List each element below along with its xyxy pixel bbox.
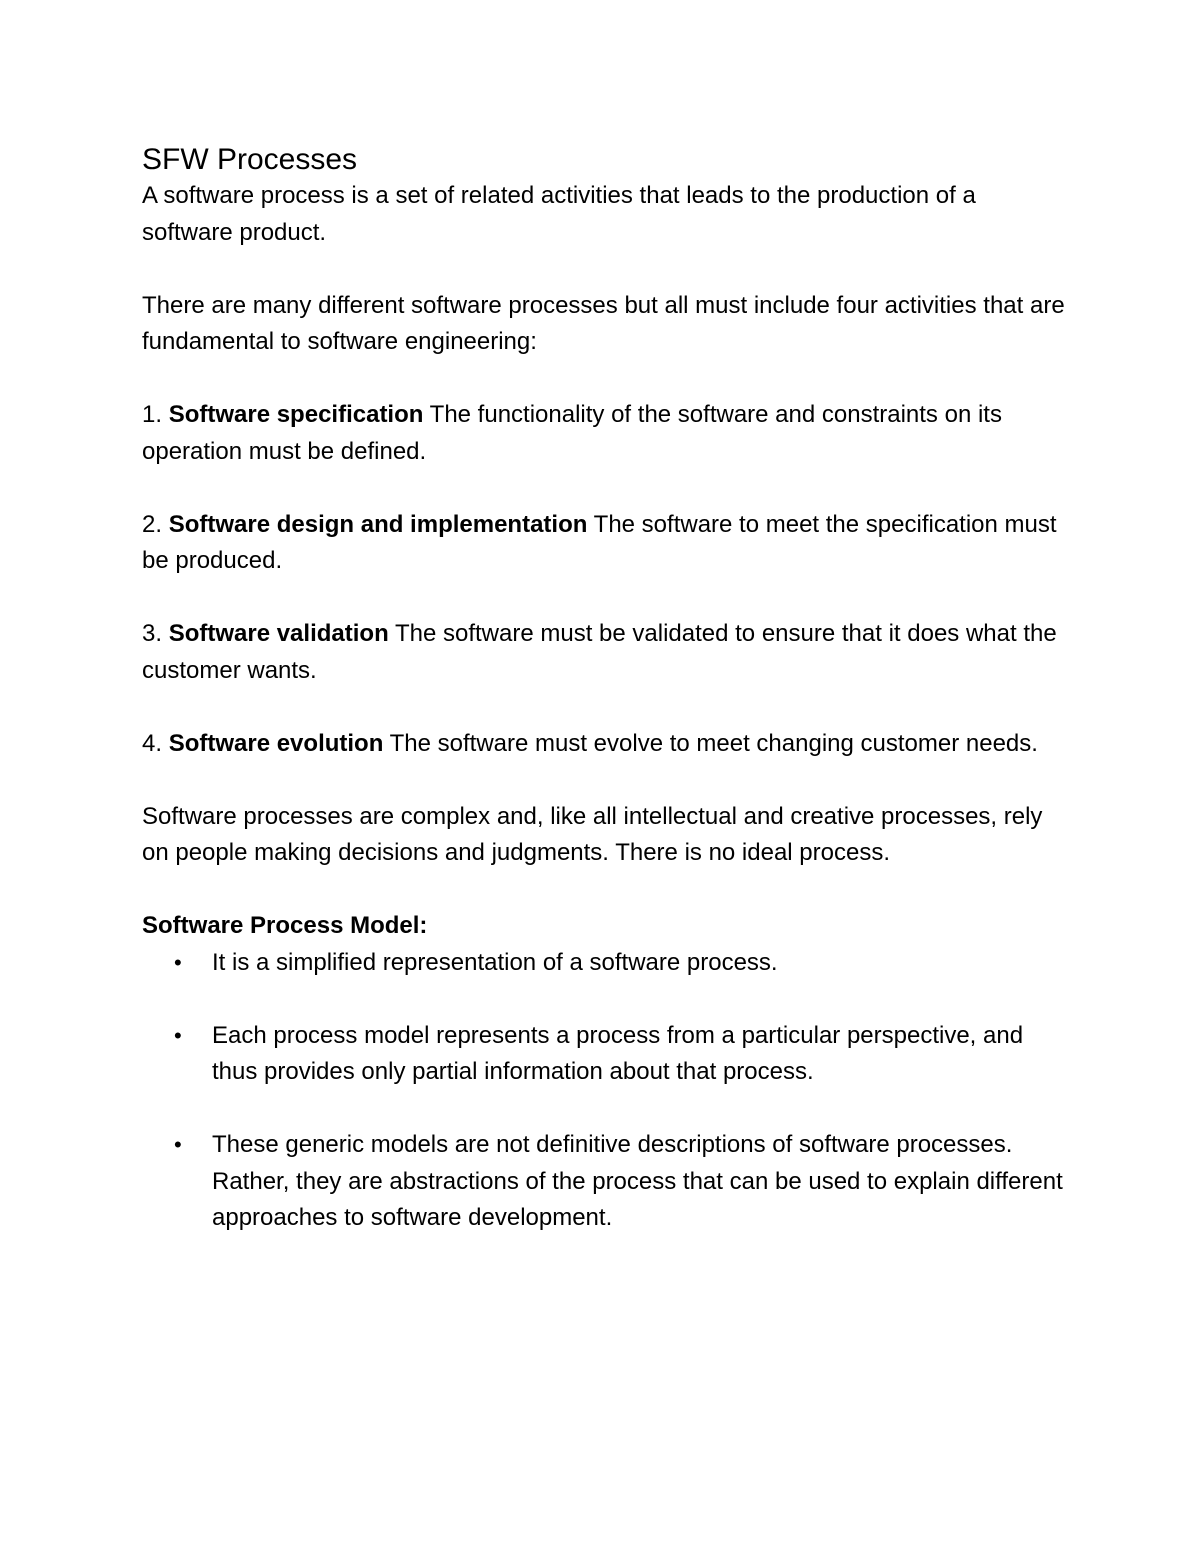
activity-text: The software must be validated to ensure that it does what the customer wants. [142,620,1057,684]
overview-paragraph: There are many different software processes but all must include four activities that are fundamental to software engineering: [142,291,1065,355]
model-heading: Software Process Model: [142,912,428,939]
activity-term: Software design and implementation [168,510,588,538]
spacer [142,762,1072,799]
intro-paragraph: A software process is a set of related activities that leads to the production of a software product. [142,182,976,246]
activity-number: 2. [142,510,169,538]
activity-term: Software evolution [168,729,384,757]
activity-term: Software validation [168,620,389,647]
list-item [142,1018,1072,1091]
list-item [142,945,1072,982]
activity-number: 3. [142,620,169,647]
list-item-text: These generic models are not definitive descriptions of software processes. Rather, they are abstractions of the process that can be used to explain different approaches to software development. [212,1131,1063,1231]
activity-item [142,616,1072,689]
spacer [142,251,1072,288]
spacer [142,872,1072,909]
list-item-text: Each process model represents a process from a particular perspective, and thus provides only partial information about that process. [212,1021,1024,1085]
bullet-icon: • [174,1132,182,1157]
list-item [142,1127,1072,1237]
spacer [142,470,1072,507]
spacer [142,689,1072,726]
bullet-icon: • [174,949,182,975]
spacer [142,580,1072,617]
activity-term: Software specification [168,401,424,428]
activity-text: The software to meet the specification must be produced. [142,510,1057,574]
bullet-icon: • [174,1022,182,1048]
activity-number: 1. [142,401,169,428]
document-title: SFW Processes [142,143,358,176]
complexity-paragraph: Software processes are complex and, like all intellectual and creative processes, rely on people making decisions and judgments. There is no ideal process. [142,802,1043,866]
list-item-text: It is a simplified representation of a software process. [212,948,778,976]
activity-number: 4. [142,729,169,757]
activity-item [142,726,1072,763]
activity-item [142,507,1072,580]
spacer [142,361,1072,398]
model-bullet-list [142,945,1072,1237]
document-page [142,140,1072,1237]
activity-text: The software must evolve to meet changing customer needs. [383,729,1038,757]
activity-text: The functionality of the software and constraints on its operation must be defined. [142,401,1002,465]
activity-item [142,397,1072,470]
